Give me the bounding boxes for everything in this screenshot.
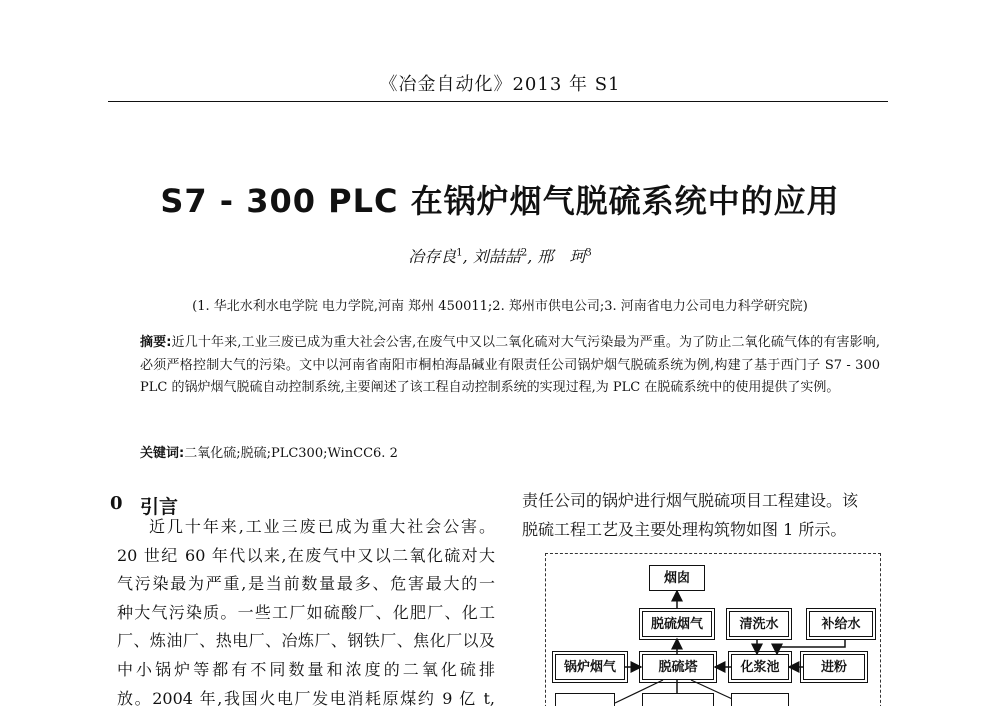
box-slurry-tank: 化浆池	[731, 654, 789, 680]
abstract	[140, 332, 880, 400]
author-affil-mark: 3	[585, 247, 592, 259]
section-title: 引言	[140, 496, 179, 518]
box-makeup-water: 补给水	[809, 611, 873, 637]
box-desulf-flue-gas: 脱硫烟气	[642, 611, 712, 637]
keywords	[140, 442, 880, 461]
author-affil-mark: 2	[520, 247, 528, 259]
keywords-text: 二氧化硫;脱硫;PLC300;WinCC6. 2	[184, 446, 398, 461]
keywords-label: 关键词:	[140, 446, 185, 461]
author-name: 冶存良	[408, 247, 457, 266]
box-cropped	[731, 693, 789, 706]
body-line: 近几十年来,工业三废已成为重大社会公害。	[149, 517, 495, 536]
box-desulf-tower: 脱硫塔	[642, 654, 714, 680]
author-affil-mark: 1	[456, 247, 463, 259]
author-separator: ,	[462, 247, 468, 266]
abstract-label: 摘要:	[140, 335, 172, 350]
journal-running-header: 《冶金自动化》2013 年 S1	[379, 74, 621, 95]
box-cropped	[642, 693, 714, 706]
author-name: 刘喆喆	[472, 247, 521, 266]
arrow-makeup-to-slurry	[777, 639, 845, 654]
body-line: 中小锅炉等都有不同数量和浓度的二氧化硫排	[117, 659, 495, 679]
author-separator: ,	[527, 247, 533, 266]
process-flow-figure	[545, 553, 883, 706]
body-line: 责任公司的锅炉进行烟气脱硫项目工程建设。该	[522, 491, 859, 510]
box-wash-water: 清洗水	[729, 611, 789, 637]
right-column-body	[522, 487, 907, 544]
box-powder-feed: 进粉	[803, 654, 865, 680]
body-line: 气污染最为严重,是当前数量最多、危害最大的一	[117, 574, 495, 594]
author-name: 邢 珂	[537, 247, 586, 266]
body-line: 脱硫工程工艺及主要处理构筑物如图 1 所示。	[522, 519, 847, 539]
abstract-text: 近几十年来,工业三废已成为重大社会公害,在废气中又以二氧化硫对大气污染最为严重。为了防止二氧化硫气体的有害影响,必须严格控制大气的污染。文中以河南省南阳市桐柏海晶碱业有限责任公司锅炉烟气脱硫系统为例,构建了基于西门子 S7 - 300 PLC 的锅炉烟气脱硫自动控制系统,主要阐述了该工程自动控制系统的实现过程,为 PLC 在脱硫系统中的使用提供了实例。	[140, 335, 881, 395]
body-line: 厂、炼油厂、热电厂、冶炼厂、钢铁厂、焦化厂以及	[117, 631, 495, 651]
paper-title: S7 - 300 PLC 在锅炉烟气脱硫系统中的应用	[160, 182, 840, 220]
author-list	[0, 244, 1000, 267]
body-line: 20 世纪 60 年代以来,在废气中又以二氧化硫对大	[117, 545, 495, 565]
body-line: 种大气污染质。一些工厂如硫酸厂、化肥厂、化工	[117, 602, 495, 622]
header-rule	[108, 101, 888, 102]
box-cropped	[555, 693, 615, 706]
box-chimney: 烟囱	[649, 565, 705, 591]
body-line: 放。2004 年,我国火电厂发电消耗原煤约 9 亿 t,	[117, 688, 495, 708]
box-boiler-flue-gas: 锅炉烟气	[555, 654, 625, 680]
left-column-body	[117, 513, 495, 713]
affiliations: (1. 华北水利水电学院 电力学院,河南 郑州 450011;2. 郑州市供电公司;3. 河南省电力公司电力科学研究院)	[192, 299, 808, 314]
section-number: 0	[110, 493, 123, 514]
